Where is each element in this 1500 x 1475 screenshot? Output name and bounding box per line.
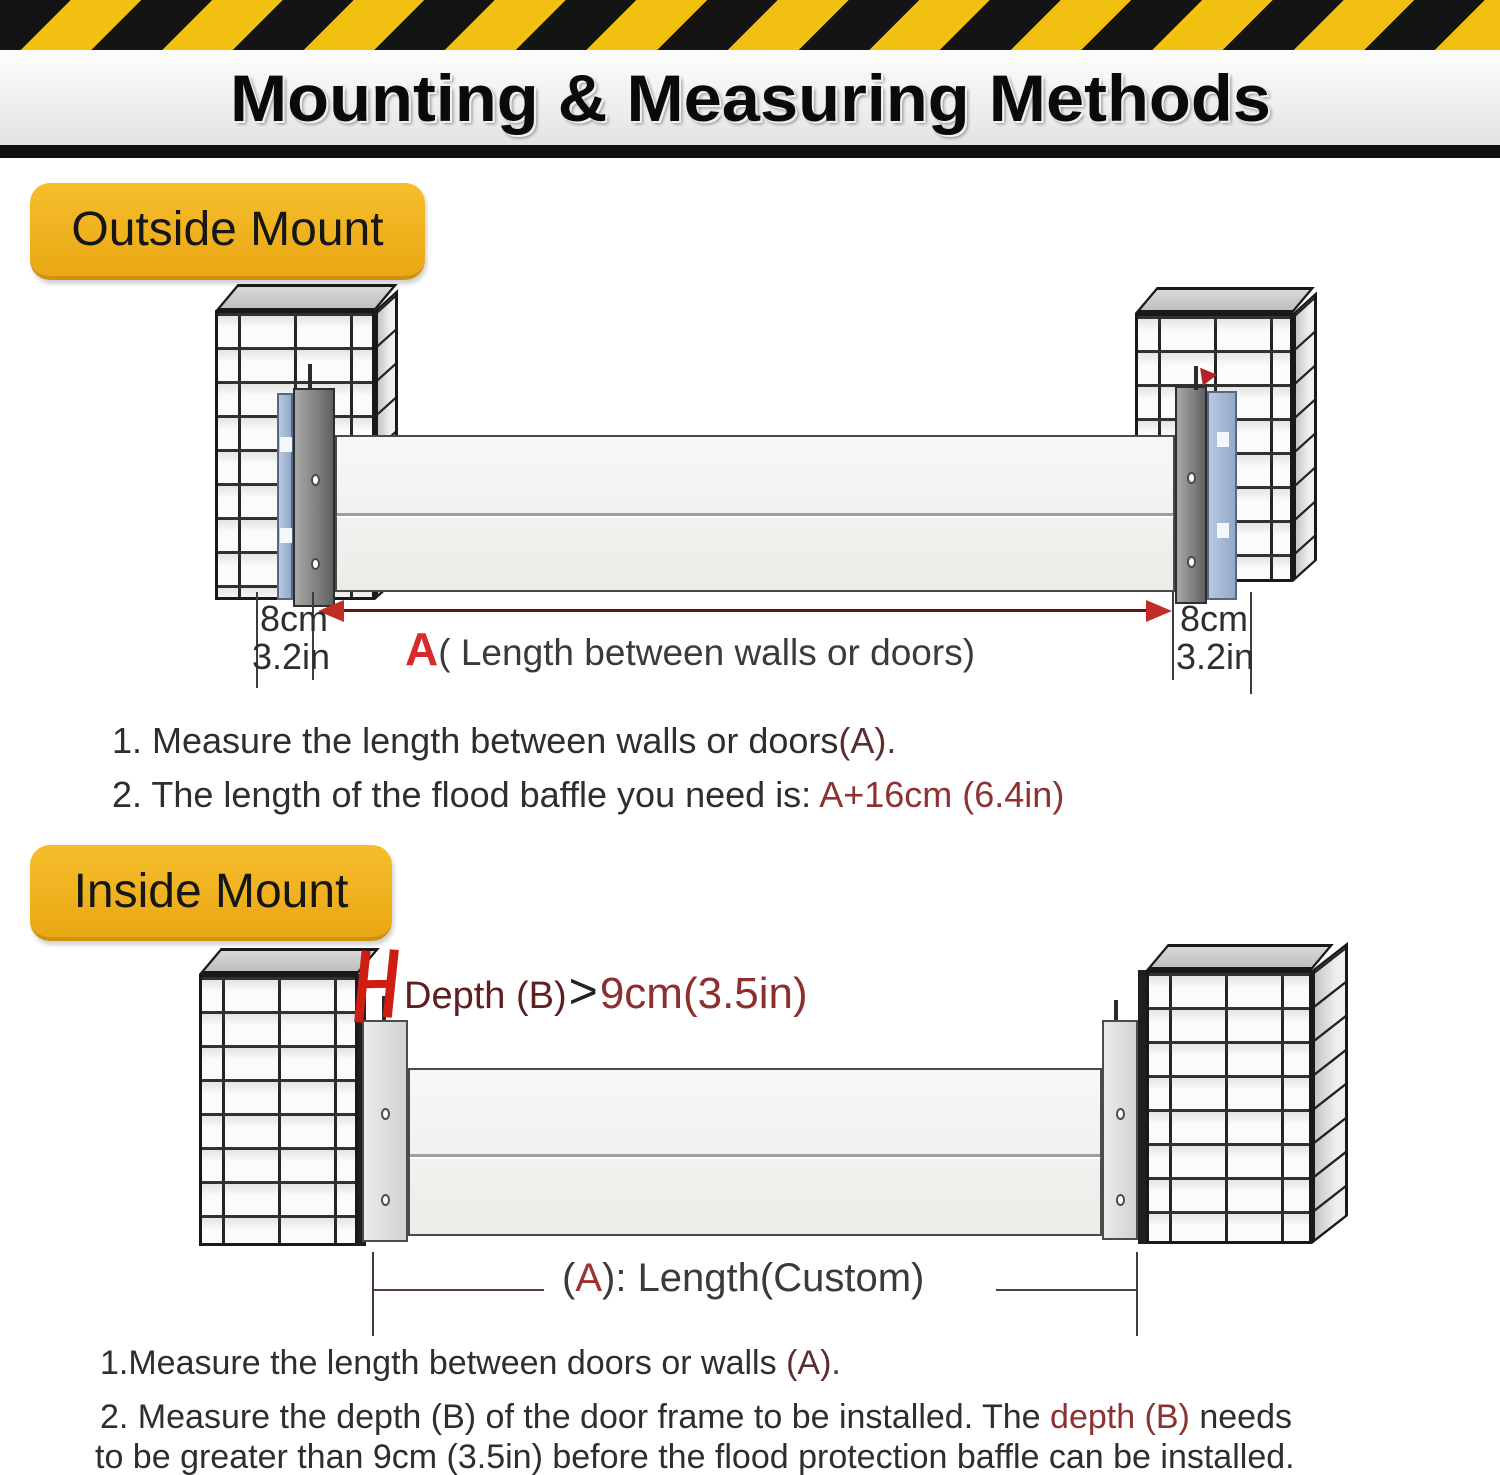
panel-seam [337,513,1173,516]
outside-step-1 [112,720,896,762]
outside-mount-badge [30,183,425,280]
flood-barrier-panel-outside [335,435,1175,592]
screw-hole [311,474,320,486]
inside-step-2-tail: needs [1189,1398,1292,1436]
outside-step-1-accent: (A). [838,720,897,761]
caution-stripe-banner [0,0,1500,50]
inside-right-channel [1102,1020,1138,1240]
header-divider [0,145,1500,158]
panel-seam [410,1154,1100,1157]
greater-than-sign: > [568,963,598,1019]
inside-left-channel [362,1020,408,1242]
inside-mount-badge [30,845,392,941]
gasket-slot [1217,432,1229,447]
gasket-slot [280,528,292,543]
custom-length-a: A [575,1256,603,1300]
screw-hole [381,1194,390,1206]
depth-requirement-label [404,962,808,1020]
inside-step-2-text: 2. Measure the depth (B) of the door frame to be installed. The [100,1398,1051,1436]
inside-mount-label: Inside Mount [73,864,349,918]
screw-hole [1187,556,1196,568]
page-title: Mounting & Measuring Methods [229,60,1271,135]
left-offset-in: 3.2in [252,636,331,677]
inside-right-pillar-side [1312,942,1348,1244]
gasket-slot [280,437,292,452]
inside-step-2-line-2 [95,1438,1295,1475]
dim-line-right [996,1289,1136,1291]
left-gasket-strip [277,393,293,600]
dim-tick [1136,1252,1138,1336]
outside-step-2 [112,774,1064,816]
right-offset-cm: 8cm [1180,598,1249,639]
screw-hole [1187,472,1196,484]
title-banner [0,50,1500,145]
depth-value-text: 9cm(3.5in) [599,969,808,1018]
outside-mount-label: Outside Mount [71,203,384,256]
right-mounting-channel [1175,386,1207,604]
outside-step-1-text: 1. Measure the length between walls or doors [112,720,839,761]
inside-step-2-line-1 [100,1398,1292,1437]
inside-step-1 [100,1344,841,1383]
span-length-label [405,623,976,675]
inside-step-1-accent: (A). [786,1344,841,1382]
left-offset-cm: 8cm [260,598,329,639]
right-gasket-strip [1207,391,1237,600]
flood-barrier-panel-inside [408,1068,1102,1236]
arrowhead-right [1146,600,1172,622]
dim-tick [372,1252,374,1336]
outside-left-pillar-top [215,284,398,311]
right-offset-in: 3.2in [1176,636,1255,677]
dim-tick [1172,592,1174,680]
span-arrow-line [330,609,1160,612]
left-channel-anchor [308,364,312,390]
inside-step-1-text: 1.Measure the length between doors or walls [100,1344,787,1382]
screw-hole [1116,1108,1125,1120]
custom-length-text: ): Length(Custom) [602,1256,925,1300]
inside-left-pillar [199,974,358,1246]
gasket-slot [1217,523,1229,538]
screw-hole [1116,1194,1125,1206]
custom-length-label [562,1256,924,1301]
depth-marker-bracket [345,944,406,1038]
outside-right-pillar-side [1293,291,1317,582]
span-length-text: ( Length between walls or doors) [438,632,976,673]
span-length-a: A [405,623,439,675]
screw-hole [311,558,320,570]
inside-right-pillar-top [1146,944,1334,970]
inside-step-2-accent: depth (B) [1050,1398,1190,1436]
outside-right-pillar-top [1135,287,1315,313]
outside-step-2-accent: A+16cm (6.4in) [819,774,1065,815]
inside-step-2-line2-text: to be greater than 9cm (3.5in) before the flood protection baffle can be installed. [95,1438,1295,1475]
dim-line-left [374,1289,544,1291]
screw-hole [381,1108,390,1120]
outside-step-2-text: 2. The length of the flood baffle you need is: [112,774,820,815]
custom-length-open: ( [562,1256,576,1300]
depth-label-text: Depth (B) [404,975,567,1017]
left-mounting-channel [293,388,335,607]
inside-right-pillar [1146,970,1312,1244]
